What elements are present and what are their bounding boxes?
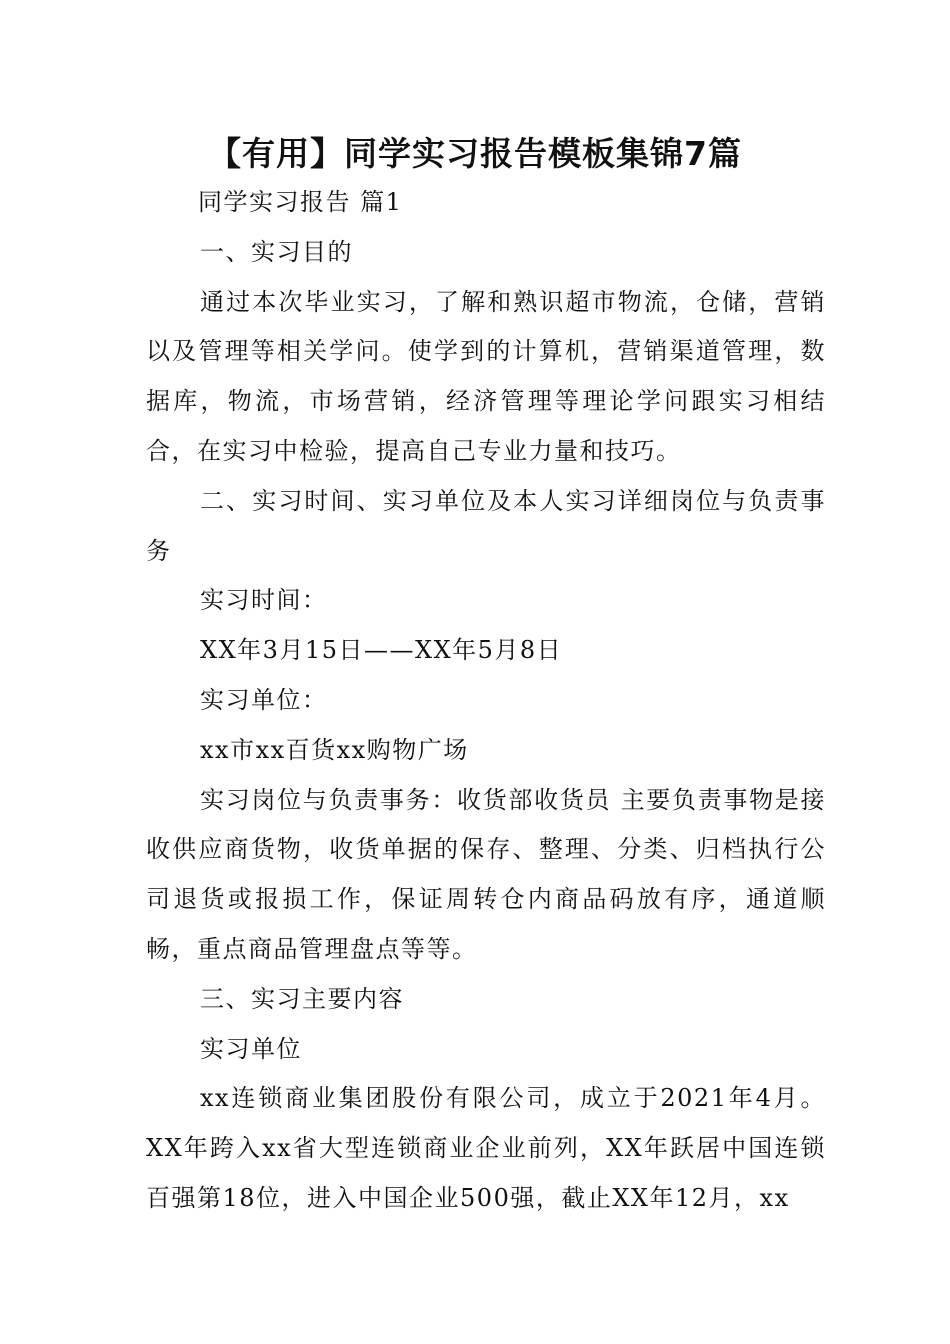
field-value: xx市xx百货xx购物广场	[200, 735, 469, 764]
subsection-heading: 一、实习目的	[200, 237, 353, 266]
document-title: 【有用】同学实习报告模板集锦7篇	[208, 134, 742, 173]
field-label: 实习单位：	[200, 685, 328, 714]
body-paragraph: 实习岗位与负责事务：收货部收货员 主要负责事物是接收供应商货物，收货单据的保存、整理、分类、归档执行公司退货或报损工作，保证周转仓内商品码放有序，通道顺畅，重点商品管理盘点等等。	[146, 785, 826, 963]
document-body	[146, 178, 826, 1224]
field-label: 实习单位	[200, 1034, 302, 1063]
section-heading: 同学实习报告 篇1	[198, 188, 403, 216]
subsection-heading: 二、实习时间、实习单位及本人实习详细岗位与负责事务	[146, 486, 826, 565]
field-value: XX年3月15日——XX年5月8日	[200, 636, 563, 665]
body-paragraph: 通过本次毕业实习，了解和熟识超市物流，仓储，营销以及管理等相关学问。使学到的计算机，营销渠道管理，数据库，物流，市场营销，经济管理等理论学问跟实习相结合，在实习中检验，提高自己专业力量和技巧。	[146, 287, 826, 465]
body-paragraph: xx连锁商业集团股份有限公司，成立于2021年4月。XX年跨入xx省大型连锁商业企业前列，XX年跃居中国连锁百强第18位，进入中国企业500强，截止XX年12月，xx	[146, 1084, 826, 1212]
subsection-heading: 三、实习主要内容	[200, 984, 404, 1013]
field-label: 实习时间：	[200, 586, 328, 615]
